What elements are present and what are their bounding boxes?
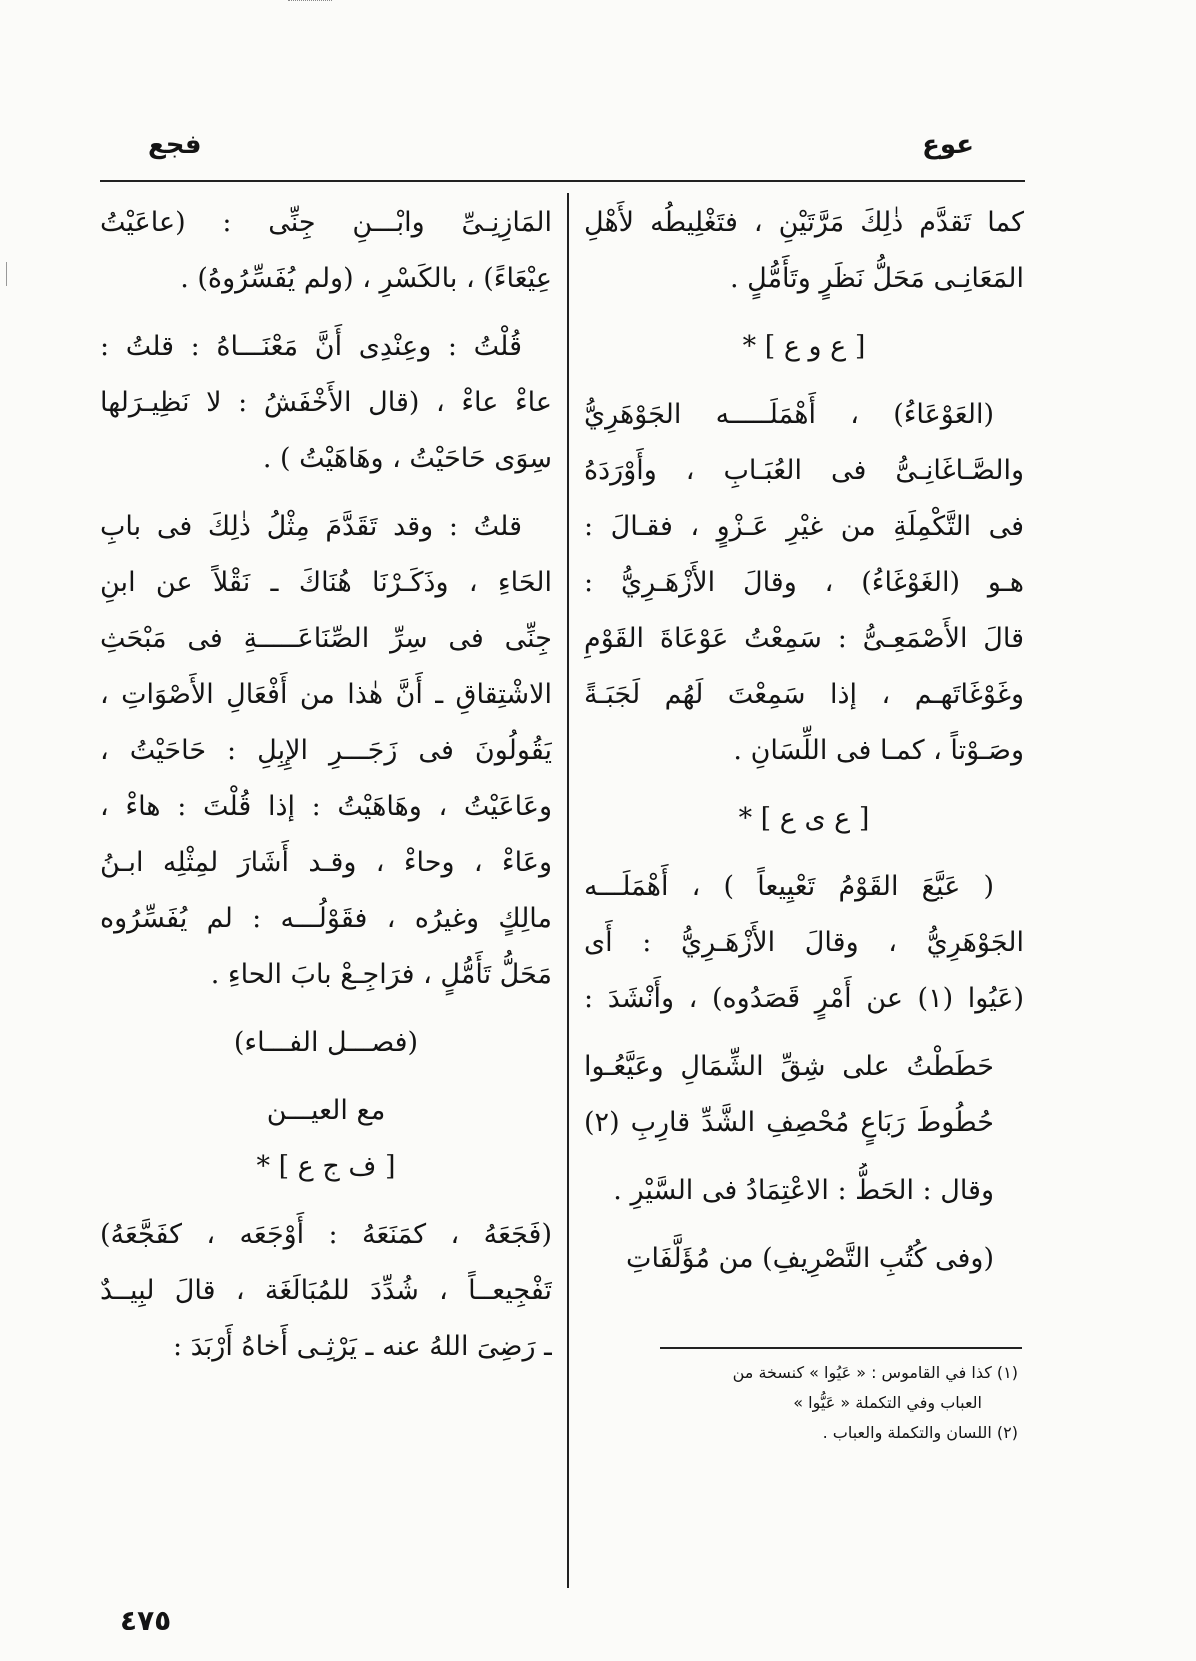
column-divider — [567, 193, 569, 1588]
text-line: وعَاعَيْتُ ، وهَاهَيْتُ : إذا قُلْتَ : هاءْ ، — [100, 791, 552, 822]
text-line: وعَاءْ ، وحاءْ ، وقـد أَشَارَ لمِثْلِه ابـنُ — [100, 847, 552, 878]
header-rule — [100, 180, 1025, 182]
section-heading: (فصـــل الفـــاء) — [233, 1027, 419, 1058]
text-line: مَحَلُّ تَأَمُّلٍ ، فرَاجِـعْ بابَ الحاءِ . — [210, 959, 552, 990]
text-line: كما تَقدَّم ذٰلِكَ مَرَّتَيْنِ ، فتَغْلِيطُه لأَهْلِ — [584, 207, 1024, 238]
text-line: يَقُولُونَ فى زَجَـــرِ الإِبِلِ : حَاحَيْتُ ، — [100, 735, 552, 766]
footnote: (١) كذا في القاموس : « عَيُوا » كنسخة من — [732, 1363, 1018, 1382]
header-root-left: فجع — [148, 130, 202, 160]
text-line: ( عَيَّعَ القَوْمُ تَعْيِيعاً ) ، أَهْمَلَـــه — [584, 871, 994, 902]
scan-mark — [288, 0, 332, 1]
text-line: سِوَى حَاحَيْتُ ، وهَاهَيْتُ ) . — [262, 443, 552, 474]
text-line: الجَوْهَرِيُّ ، وقالَ الأَزْهَـرِيُّ : أَى — [584, 927, 1024, 958]
text-line: وقال : الحَطُّ : الاعْتِمَادُ فى السَّيْرِ . — [613, 1175, 994, 1206]
text-line: تَفْجِيعــاً ، شُدِّدَ للمُبَالَغَة ، قالَ لبِيــدٌ — [100, 1275, 552, 1306]
footnotes — [600, 1358, 1018, 1448]
text-line: جِنِّى فى سِرِّ الصِّنَاعَـــــةِ فى مَبْحَثِ — [100, 623, 552, 654]
text-line: وصَـوْتاً ، كمـا فى اللِّسَانِ . — [733, 735, 1024, 766]
footnote: (٢) اللسان والتكملة والعباب . — [822, 1423, 1018, 1442]
text-line: الحَاءِ ، وذَكَـرْنَا هُنَاكَ ـ نَقْلاً عن ابنِ — [100, 567, 552, 598]
verse-line: حُطُوطَ رَبَاعٍ مُحْصِفِ الشَّدِّ قارِبِ (٢) — [584, 1107, 994, 1138]
text-line: وغَوْغَاتَهـم ، إذا سَمِعْتَ لَهُم لَجَبَـةً — [584, 679, 1024, 710]
footnote-rule — [660, 1347, 1022, 1349]
text-line: (وفى كُتُبِ التَّصْرِيفِ) من مُؤَلَّفَاتِ — [626, 1243, 994, 1274]
section-subheading: مع العيـــن — [266, 1095, 386, 1126]
text-line: عاءْ عاءْ ، (قال الأَخْفَشُ : لا نَظِيـرَلها — [100, 387, 552, 418]
text-line: (فَجَعَهُ ، كمَنَعَهُ : أَوْجَعَه ، كفَجَّعَهُ) — [100, 1219, 552, 1250]
text-line: عِيْعَاءً) ، بالكَسْرِ ، (ولم يُفَسِّرُوهُ) . — [180, 263, 552, 294]
entry-heading: [ ع ى ع ] * — [738, 803, 870, 834]
footnote-continuation: العباب وفي التكملة « عَيُّوا » — [793, 1393, 982, 1412]
text-line: قُلْتُ : وعِنْدِى أَنَّ مَعْنَـــاهُ : قلتُ : — [100, 331, 522, 362]
verse-line: حَطَطْتُ على شِقِّ الشِّمَالِ وعَيَّعُـوا — [584, 1051, 994, 1082]
text-line: مالِكٍ وغيرُه ، فقَوْلُـــه : لم يُفَسِّرُوه — [100, 903, 552, 934]
text-line: هـو (الغَوْغَاءُ) ، وقالَ الأَزْهَـرِيُّ : — [584, 567, 1024, 598]
text-line: (العَوْعَاءُ) ، أَهْمَلَـــــه الجَوْهَرِيُّ — [584, 399, 994, 430]
text-line: المَازِنِـىِّ وابْـــنِ جِنِّى : (عاعَيْتُ — [100, 207, 552, 238]
text-line: قالَ الأَصْمَعِـىُّ : سَمِعْتُ عَوْعَاةَ القَوْمِ — [584, 623, 1024, 654]
text-line: قلتُ : وقد تَقَدَّمَ مِثْلُ ذٰلِكَ فى بابِ — [100, 511, 522, 542]
page-number: ٤٧٥ — [120, 1604, 172, 1637]
text-line: فى التَّكْمِلَةِ من غيْرِ عَـزْوٍ ، فقـالَ : — [584, 511, 1024, 542]
text-line: ـ رَضِىَ اللهُ عنه ـ يَرْثِـى أَخاهُ أَرْبَدَ : — [172, 1331, 552, 1362]
left-column — [100, 195, 552, 1375]
right-column — [584, 195, 1024, 1287]
entry-heading: [ ف ج ع ] * — [256, 1151, 396, 1182]
text-line: المَعَانِـى مَحَلُّ نَظَرٍ وتَأَمُّلٍ . — [729, 263, 1024, 294]
header-root-right: عوع — [922, 130, 974, 160]
text-line: والصَّـاغَانِـىُّ فى العُبَـابِ ، وأَوْرَدَهُ — [584, 455, 1024, 486]
text-line: (عَيُوا (١) عن أَمْرٍ قَصَدُوه) ، وأَنْشَدَ : — [584, 983, 1024, 1014]
edge-mark — [6, 262, 7, 286]
text-line: الاشْتِقاقِ ـ أَنَّ هٰذا من أَفْعَالِ الأَصْوَاتِ ، — [100, 679, 552, 710]
entry-heading: [ ع و ع ] * — [742, 331, 866, 362]
